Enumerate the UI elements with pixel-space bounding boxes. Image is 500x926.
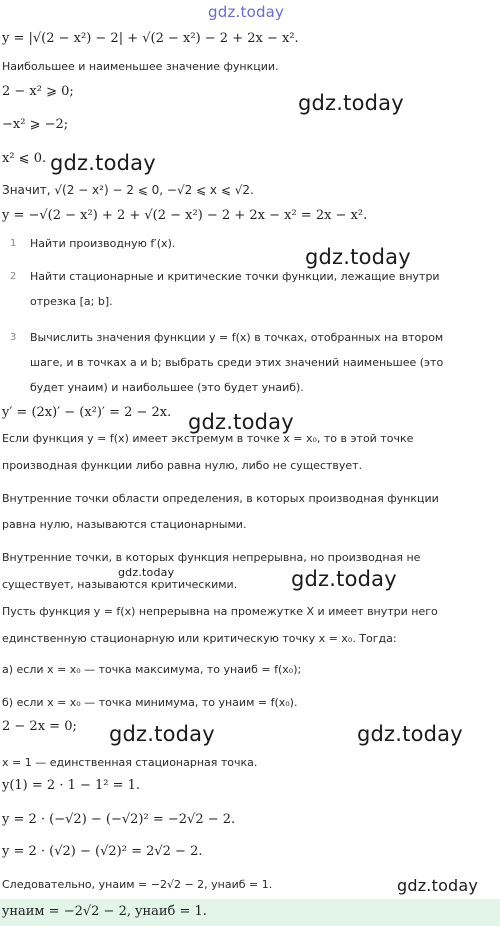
watermark: gdz.today	[357, 722, 463, 746]
theory-text: производная функции либо равна нулю, либо не существует.	[2, 459, 363, 472]
theory-text: Внутренние точки области определения, в которых производная функции	[2, 492, 439, 505]
equation: 2 − 2x = 0;	[2, 719, 77, 734]
value-at-root2: y = 2 · (√2) − (√2)² = 2√2 − 2.	[2, 844, 203, 859]
inequality-3: x² ⩽ 0.	[2, 151, 47, 166]
inequality-1: 2 − x² ⩾ 0;	[2, 84, 74, 99]
value-at-minus-root2: y = 2 · (−√2) − (−√2)² = −2√2 − 2.	[2, 812, 236, 827]
watermark: gdz.today	[118, 566, 175, 579]
step-text: Найти стационарные и критические точки функции, лежащие внутри	[30, 270, 440, 283]
watermark: gdz.today	[291, 567, 397, 591]
step-number: 3	[10, 332, 17, 343]
step-text-continued: отрезка [a; b].	[30, 295, 113, 308]
step-number: 1	[10, 238, 17, 249]
step-text-continued: шаге, и в точках a и b; выбрать среди этих значений наименьшее (это	[30, 356, 444, 369]
watermark: gdz.today	[305, 245, 411, 269]
simplified-function: y = −√(2 − x²) + 2 + √(2 − x²) − 2 + 2x − x² = 2x − x².	[2, 208, 368, 223]
watermark: gdz.today	[188, 410, 294, 434]
watermark: gdz.today	[298, 91, 404, 115]
watermark: gdz.today	[50, 151, 156, 175]
step-text: Найти производную f′(x).	[30, 237, 176, 250]
domain-conclusion: Значит, √(2 − x²) − 2 ⩽ 0, −√2 ⩽ x ⩽ √2.	[2, 183, 254, 197]
theory-text: Пусть функция y = f(x) непрерывна на промежутке X и имеет внутри него	[2, 605, 438, 618]
step-text-continued: будет yнаим) и наибольшее (это будет yнаиб).	[30, 381, 304, 394]
task-heading: Наибольшее и наименьшее значение функции.	[2, 60, 279, 73]
watermark: gdz.today	[109, 722, 215, 746]
conclusion: Следовательно, yнаим = −2√2 − 2, yнаиб = 1.	[2, 878, 273, 891]
final-answer: yнаим = −2√2 − 2, yнаиб = 1.	[2, 904, 207, 919]
step-text: Вычислить значения функции y = f(x) в точках, отобранных на втором	[30, 331, 444, 344]
derivative: y′ = (2x)′ − (x²)′ = 2 − 2x.	[2, 405, 172, 420]
theory-text: равна нулю, называются стационарными.	[2, 518, 247, 531]
theory-text: существует, называются критическими.	[2, 578, 238, 591]
theory-text: Внутренние точки, в которых функция непрерывна, но производная не	[2, 551, 421, 564]
watermark: gdz.today	[397, 876, 479, 895]
inequality-2: −x² ⩾ −2;	[2, 117, 69, 132]
value-at-1: y(1) = 2 · 1 − 1² = 1.	[2, 778, 141, 793]
stationary-point: x = 1 — единственная стационарная точка.	[2, 756, 258, 769]
rule-min: б) если x = x₀ — точка минимума, то yнаим = f(x₀).	[2, 696, 298, 709]
theory-text: Если функция y = f(x) имеет экстремум в точке x = x₀, то в этой точке	[2, 432, 414, 445]
function-expression: y = |√(2 − x²) − 2| + √(2 − x²) − 2 + 2x − x².	[2, 31, 299, 46]
step-number: 2	[10, 271, 17, 282]
theory-text: единственную стационарную или критическую точку x = x₀. Тогда:	[2, 632, 397, 645]
watermark-top: gdz.today	[208, 3, 285, 21]
rule-max: а) если x = x₀ — точка максимума, то yнаиб = f(x₀);	[2, 663, 302, 676]
